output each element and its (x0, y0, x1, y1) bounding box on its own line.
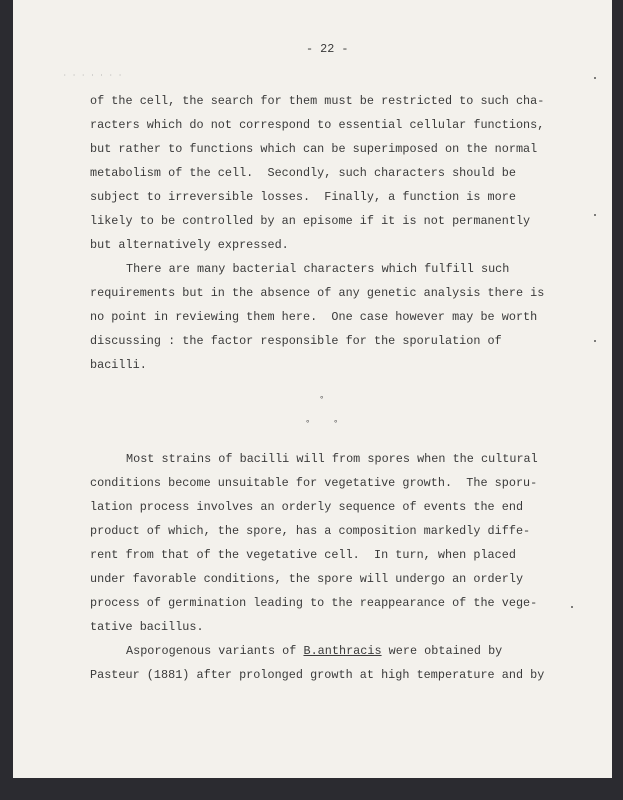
separator-dot: ° (319, 395, 325, 405)
text-line: discussing : the factor responsible for the sporulation of (90, 334, 502, 348)
text-line: tative bacillus. (90, 620, 204, 634)
text-line: lation process involves an orderly sequence of events the end (90, 500, 524, 514)
text-line: under favorable conditions, the spore will undergo an orderly (90, 572, 524, 586)
text-line: product of which, the spore, has a composition markedly diffe- (90, 524, 531, 538)
margin-dots: · · · · · · · (63, 72, 123, 79)
text-line: racters which do not correspond to essential cellular functions, (90, 118, 545, 132)
text-line: subject to irreversible losses. Finally, a function is more (90, 190, 516, 204)
text-line: likely to be controlled by an episome if it is not permanently (90, 214, 531, 228)
separator-dot: ° (333, 419, 339, 429)
paper-speck (594, 77, 596, 79)
text-line: There are many bacterial characters which fulfill such (126, 262, 510, 276)
document-page (13, 0, 612, 778)
paper-speck (571, 606, 573, 608)
page-number: - 22 - (306, 42, 349, 56)
separator-dot: ° (305, 419, 311, 429)
text-line: metabolism of the cell. Secondly, such characters should be (90, 166, 516, 180)
text-line: Pasteur (1881) after prolonged growth at high temperature and by (90, 668, 545, 682)
text-line: requirements but in the absence of any genetic analysis there is (90, 286, 545, 300)
paper-speck (594, 214, 596, 216)
text-line: bacilli. (90, 358, 147, 372)
text-line: Most strains of bacilli will from spores when the cultural (126, 452, 538, 466)
text-line: but alternatively expressed. (90, 238, 289, 252)
text-line: no point in reviewing them here. One case however may be worth (90, 310, 538, 324)
underlined-species-name: B.anthracis (303, 644, 382, 658)
text-line: process of germination leading to the reappearance of the vege- (90, 596, 538, 610)
text-line: conditions become unsuitable for vegetative growth. The sporu- (90, 476, 538, 490)
paper-speck (594, 340, 596, 342)
text-segment: were obtained by (381, 644, 503, 658)
text-line (126, 644, 502, 658)
text-line: of the cell, the search for them must be restricted to such cha- (90, 94, 545, 108)
text-segment: Asporogenous variants of (126, 644, 304, 658)
text-line: rent from that of the vegetative cell. In turn, when placed (90, 548, 516, 562)
text-line: but rather to functions which can be superimposed on the normal (90, 142, 538, 156)
